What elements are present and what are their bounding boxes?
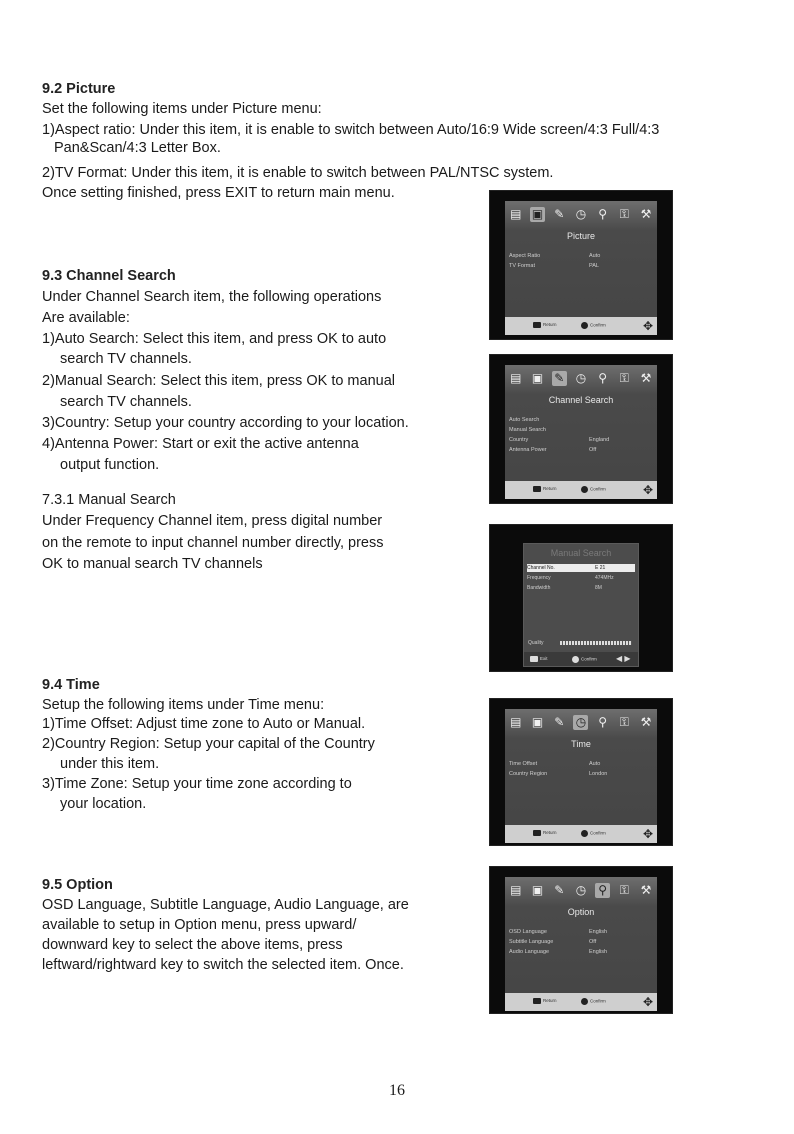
search-icon: ✎ xyxy=(554,883,565,897)
picture-icon: ▣ xyxy=(531,371,544,385)
picture-intro: Set the following items under Picture menu: xyxy=(42,101,322,117)
left-right-icon: ◀ ▶ xyxy=(616,654,631,663)
menu-row: Manual Search xyxy=(509,427,546,433)
tools-icon: ⚒ xyxy=(640,883,652,897)
menu-footer xyxy=(505,993,657,1011)
confirm-hint: Confirm xyxy=(581,322,606,329)
menu-row: Time Offset Auto xyxy=(509,761,601,767)
dpad-icon: ✥ xyxy=(642,483,653,497)
time-item-2: 2)Country Region: Setup your capital of the Country xyxy=(42,736,375,752)
time-icon: ◷ xyxy=(575,883,587,897)
manual-line-2: on the remote to input channel number directly, press xyxy=(42,535,384,551)
option-icon: ⚲ xyxy=(598,371,608,385)
menu-footer xyxy=(505,481,657,499)
menu-row: Audio Language English xyxy=(509,949,608,955)
menu-row: Country Region London xyxy=(509,771,608,777)
return-hint: Return xyxy=(533,998,557,1004)
lock-icon: ⚿ xyxy=(619,206,629,221)
confirm-hint: Confirm xyxy=(572,656,597,663)
section-heading-option: 9.5 Option xyxy=(42,877,113,893)
dpad-icon: ✥ xyxy=(642,319,653,333)
menu-row: OSD Language English xyxy=(509,929,608,935)
option-icon: ⚲ xyxy=(598,715,608,729)
menu-row: Country England xyxy=(509,437,610,443)
menu-title: Channel Search xyxy=(548,395,614,405)
picture-item-1: 1)Aspect ratio: Under this item, it is enable to switch between Auto/16:9 Wide screen/4:3 Full/4:3 xyxy=(42,122,660,138)
menu-icon-bar xyxy=(505,709,657,735)
option-line-4: leftward/rightward key to switch the selected item. Once. xyxy=(42,957,404,973)
option-icon: ⚲ xyxy=(598,207,608,221)
time-item-2-cont: under this item. xyxy=(60,756,160,772)
option-line-3: downward key to select the above items, press xyxy=(42,937,343,953)
menu-icon-bar xyxy=(505,201,657,227)
time-menu-screenshot xyxy=(489,698,673,846)
dialog-row: Channel No. E 21 xyxy=(527,564,635,572)
menu-icon-bar xyxy=(505,365,657,391)
channel-icon: ▤ xyxy=(510,207,522,221)
menu-icon-bar xyxy=(505,877,657,903)
dialog-row: Frequency 474MHz xyxy=(527,575,614,581)
time-icon: ◷ xyxy=(575,371,587,385)
quality-bar xyxy=(560,641,632,645)
time-icon: ◷ xyxy=(573,715,588,730)
menu-row: Subtitle Language Off xyxy=(509,939,597,945)
section-heading-channel-search: 9.3 Channel Search xyxy=(42,268,176,284)
time-icon: ◷ xyxy=(575,207,587,221)
lock-icon: ⚿ xyxy=(619,882,629,897)
exit-hint: Exit xyxy=(530,656,548,662)
section-heading-manual-search: 7.3.1 Manual Search xyxy=(42,492,176,508)
tools-icon: ⚒ xyxy=(640,715,652,729)
channel-intro-1: Under Channel Search item, the following operations xyxy=(42,289,382,305)
section-heading-time: 9.4 Time xyxy=(42,677,100,693)
tools-icon: ⚒ xyxy=(640,207,652,221)
channel-search-menu-screenshot xyxy=(489,354,673,504)
return-hint: Return xyxy=(533,486,557,492)
menu-footer xyxy=(505,825,657,843)
dialog-row: Bandwidth 8M xyxy=(527,585,602,591)
time-item-1: 1)Time Offset: Adjust time zone to Auto or Manual. xyxy=(42,716,366,732)
channel-item-2-cont: search TV channels. xyxy=(60,394,192,410)
picture-item-2: 2)TV Format: Under this item, it is enable to switch between PAL/NTSC system. xyxy=(42,165,554,181)
manual-search-dialog xyxy=(523,543,639,667)
dpad-icon: ✥ xyxy=(642,827,653,841)
menu-row: Auto Search xyxy=(509,417,540,423)
channel-item-1: 1)Auto Search: Select this item, and press OK to auto xyxy=(42,331,387,347)
channel-icon: ▤ xyxy=(510,371,522,385)
option-line-2: available to setup in Option menu, press upward/ xyxy=(42,917,357,933)
confirm-hint: Confirm xyxy=(581,998,606,1005)
option-icon: ⚲ xyxy=(595,883,610,898)
return-hint: Return xyxy=(533,322,557,328)
option-menu-screenshot xyxy=(489,866,673,1014)
manual-line-3: OK to manual search TV channels xyxy=(42,556,263,572)
quality-label: Quality xyxy=(528,640,544,646)
search-icon: ✎ xyxy=(552,371,567,386)
channel-item-4: 4)Antenna Power: Start or exit the active antenna xyxy=(42,436,359,452)
dialog-footer xyxy=(524,652,638,666)
menu-title: Time xyxy=(571,739,591,749)
menu-title: Picture xyxy=(566,231,595,241)
search-icon: ✎ xyxy=(554,715,565,729)
picture-outro: Once setting finished, press EXIT to return main menu. xyxy=(42,185,395,201)
manual-search-screenshot xyxy=(489,524,673,672)
picture-item-1-cont: Pan&Scan/4:3 Letter Box. xyxy=(54,140,221,156)
tools-icon: ⚒ xyxy=(640,371,652,385)
section-heading-picture: 9.2 Picture xyxy=(42,81,116,97)
channel-item-4-cont: output function. xyxy=(60,457,160,473)
search-icon: ✎ xyxy=(554,207,565,221)
channel-icon: ▤ xyxy=(510,883,522,897)
picture-icon: ▣ xyxy=(531,207,544,221)
return-hint: Return xyxy=(533,830,557,836)
option-line-1: OSD Language, Subtitle Language, Audio Language, are xyxy=(42,897,409,913)
time-item-3: 3)Time Zone: Setup your time zone according to xyxy=(42,776,352,792)
picture-icon: ▣ xyxy=(531,883,544,897)
channel-intro-2: Are available: xyxy=(42,310,130,326)
menu-row: Antenna Power Off xyxy=(509,447,597,453)
menu-row: TV Format PAL xyxy=(509,263,599,269)
dpad-icon: ✥ xyxy=(642,995,653,1009)
time-intro: Setup the following items under Time menu: xyxy=(42,697,325,713)
picture-icon: ▣ xyxy=(531,715,544,729)
time-item-3-cont: your location. xyxy=(60,796,147,812)
channel-item-1-cont: search TV channels. xyxy=(60,351,192,367)
channel-item-3: 3)Country: Setup your country according to your location. xyxy=(42,415,409,431)
dialog-title: Manual Search xyxy=(550,548,612,558)
menu-row: Aspect Ratio Auto xyxy=(509,253,601,259)
picture-menu-screenshot xyxy=(489,190,673,340)
menu-title: Option xyxy=(567,907,595,917)
channel-icon: ▤ xyxy=(510,715,522,729)
page-number: 16 xyxy=(389,1082,405,1099)
confirm-hint: Confirm xyxy=(581,486,606,493)
manual-line-1: Under Frequency Channel item, press digital number xyxy=(42,513,383,529)
confirm-hint: Confirm xyxy=(581,830,606,837)
channel-item-2: 2)Manual Search: Select this item, press OK to manual xyxy=(42,373,395,389)
menu-footer xyxy=(505,317,657,335)
lock-icon: ⚿ xyxy=(619,370,629,385)
lock-icon: ⚿ xyxy=(619,714,629,729)
